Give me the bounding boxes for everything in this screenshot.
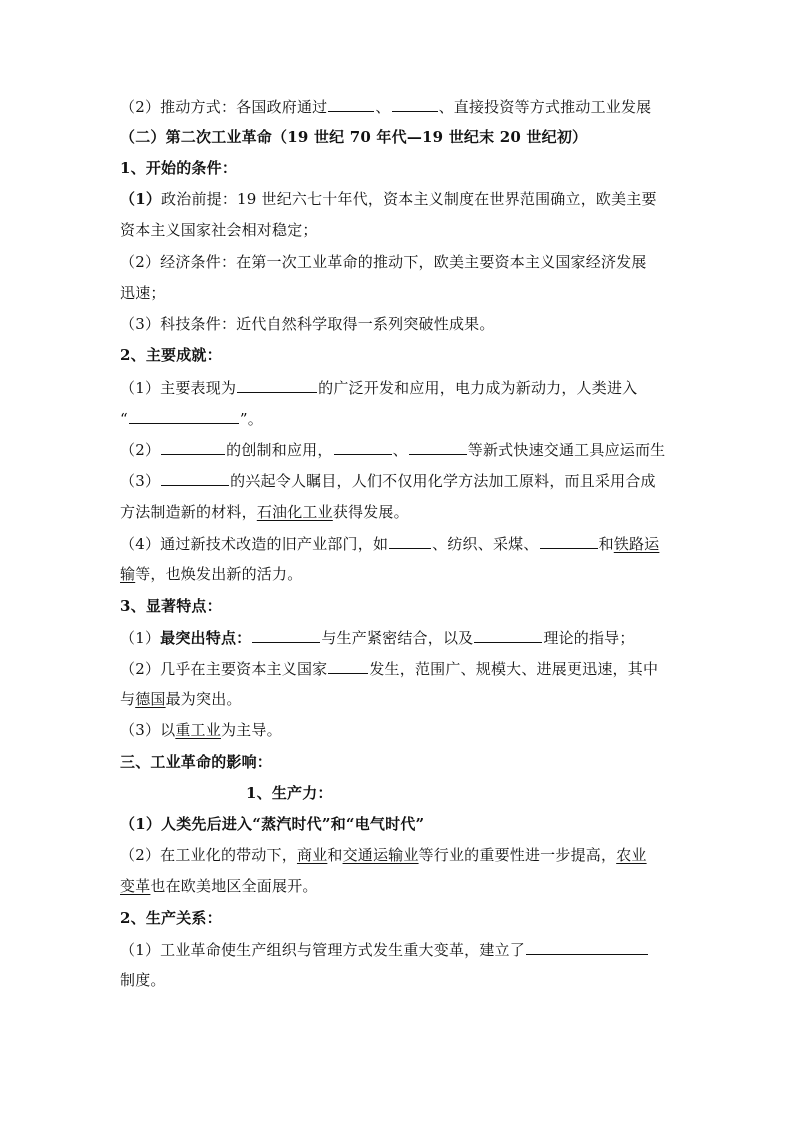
underlined-term: 交通运输业: [342, 846, 419, 864]
text-line-8: [120, 314, 680, 334]
underlined-term: 重工业: [175, 721, 221, 739]
text: 的创制和应用，: [226, 441, 333, 459]
text: 发生，范围广、规模大、进展更迅速，其中: [369, 660, 659, 678]
text: （3）以: [120, 721, 176, 739]
text-line-28: [120, 939, 680, 960]
text: 迅速；: [120, 284, 166, 302]
text: 制度。: [120, 971, 166, 989]
text: （2）: [120, 441, 161, 459]
text: 2、生产关系：: [120, 909, 222, 927]
text: 三、工业革命的影响：: [120, 753, 273, 771]
subheading-production-relations: [120, 908, 680, 928]
text: 的兴起令人瞩目，人们不仅用化学方法加工原料，而且采用合成: [230, 472, 656, 490]
fill-blank[interactable]: [334, 439, 392, 455]
text: 、: [375, 98, 391, 116]
fill-blank[interactable]: [252, 627, 320, 643]
subheading-productivity: [246, 783, 794, 803]
text: 等行业的重要性进一步提高，: [418, 846, 617, 864]
text: 1、开始的条件：: [120, 159, 238, 177]
fill-blank[interactable]: [389, 533, 431, 549]
underlined-term: 农业: [616, 846, 647, 864]
text-line-20: [120, 689, 680, 709]
text-line-14: [120, 502, 680, 522]
section-heading-impact: [120, 752, 680, 772]
underlined-term: 商业: [296, 846, 328, 864]
text: 、纺织、采煤、: [432, 535, 539, 553]
underlined-term: 变革: [120, 877, 151, 895]
text: （2）经济条件：在第一次工业革命的推动下，欧美主要资本主义国家经济发展: [120, 253, 647, 271]
underlined-term: 德国: [135, 690, 166, 708]
text-line-1: [120, 96, 680, 117]
text-line-16: [120, 564, 680, 584]
fill-blank[interactable]: [392, 96, 438, 112]
text: （二）第二次工业革命（19 世纪 70 年代—19 世纪末 20 世纪初）: [120, 128, 588, 146]
text: 2、主要成就：: [120, 346, 222, 364]
text: （2）在工业化的带动下，: [120, 846, 297, 864]
text-line-6: [120, 252, 680, 272]
text: 等新式快速交通工具应运而生: [467, 441, 666, 459]
text: 与生产紧密结合，以及: [321, 629, 474, 647]
text: （3）: [120, 472, 161, 490]
text-line-24: [120, 814, 680, 834]
text-line-12: [120, 439, 680, 460]
fill-blank[interactable]: [161, 470, 229, 486]
fill-blank[interactable]: [161, 439, 225, 455]
text: ”。: [239, 410, 263, 428]
text-line-11: [120, 408, 680, 429]
text-line-26: [120, 876, 680, 896]
underlined-term: 石油化工业: [256, 503, 333, 521]
bold-term: 最突出特点：: [160, 629, 252, 647]
text: （1）人类先后进入“蒸汽时代”和“电气时代”: [120, 815, 425, 833]
text: 和: [327, 846, 343, 864]
text: 1、生产力：: [246, 784, 333, 802]
text: 、直接投资等方式推动工业发展: [438, 98, 652, 116]
fill-blank[interactable]: [526, 939, 648, 955]
text: 和: [598, 535, 614, 553]
text: 获得发展。: [332, 503, 409, 521]
text: （1）主要表现为: [120, 379, 237, 397]
text: 与: [120, 690, 136, 708]
subheading-main-achievements: [120, 345, 680, 365]
fill-blank[interactable]: [237, 377, 317, 393]
text-line-29: [120, 970, 680, 990]
fill-blank[interactable]: [474, 627, 542, 643]
text-line-21: [120, 720, 680, 740]
text: 理论的指导；: [543, 629, 635, 647]
text: （1）工业革命使生产组织与管理方式发生重大变革，建立了: [120, 941, 525, 959]
text-line-7: [120, 283, 680, 303]
subheading-start-conditions: [120, 158, 680, 178]
text: 也在欧美地区全面展开。: [150, 877, 318, 895]
fill-blank[interactable]: [409, 439, 467, 455]
subheading-notable-features: [120, 596, 680, 616]
text: （1）: [120, 190, 162, 208]
underlined-term: 输: [120, 565, 136, 583]
text: 等，也焕发出新的活力。: [135, 565, 303, 583]
text: “: [120, 410, 128, 428]
text: （1）: [120, 629, 161, 647]
text: 、: [392, 441, 408, 459]
text: 政治前提：19 世纪六七十年代，资本主义制度在世界范围确立，欧美主要: [161, 190, 657, 208]
text-line-18: [120, 627, 680, 648]
text: 资本主义国家社会相对稳定；: [120, 221, 318, 239]
text: （2）推动方式：各国政府通过: [120, 98, 328, 116]
text: （2）几乎在主要资本主义国家: [120, 660, 328, 678]
fill-blank[interactable]: [328, 658, 368, 674]
text-line-19: [120, 658, 680, 679]
text: 方法制造新的材料，: [120, 503, 257, 521]
text-line-25: [120, 845, 680, 865]
section-heading-second-industrial-revolution: [120, 127, 680, 147]
text-line-4: [120, 189, 680, 209]
text: 为主导。: [220, 721, 282, 739]
text: 的广泛开发和应用，电力成为新动力，人类进入: [318, 379, 638, 397]
text: 3、显著特点：: [120, 597, 222, 615]
text: 最为突出。: [165, 690, 242, 708]
text: （3）科技条件：近代自然科学取得一系列突破性成果。: [120, 315, 495, 333]
text-line-15: [120, 533, 680, 554]
fill-blank[interactable]: [540, 533, 598, 549]
text-line-10: [120, 377, 680, 398]
text-line-13: [120, 470, 680, 491]
underlined-term: 铁路运: [613, 535, 660, 553]
text: （4）通过新技术改造的旧产业部门，如: [120, 535, 389, 553]
fill-blank[interactable]: [328, 96, 374, 112]
text-line-5: [120, 220, 680, 240]
fill-blank[interactable]: [129, 408, 239, 424]
